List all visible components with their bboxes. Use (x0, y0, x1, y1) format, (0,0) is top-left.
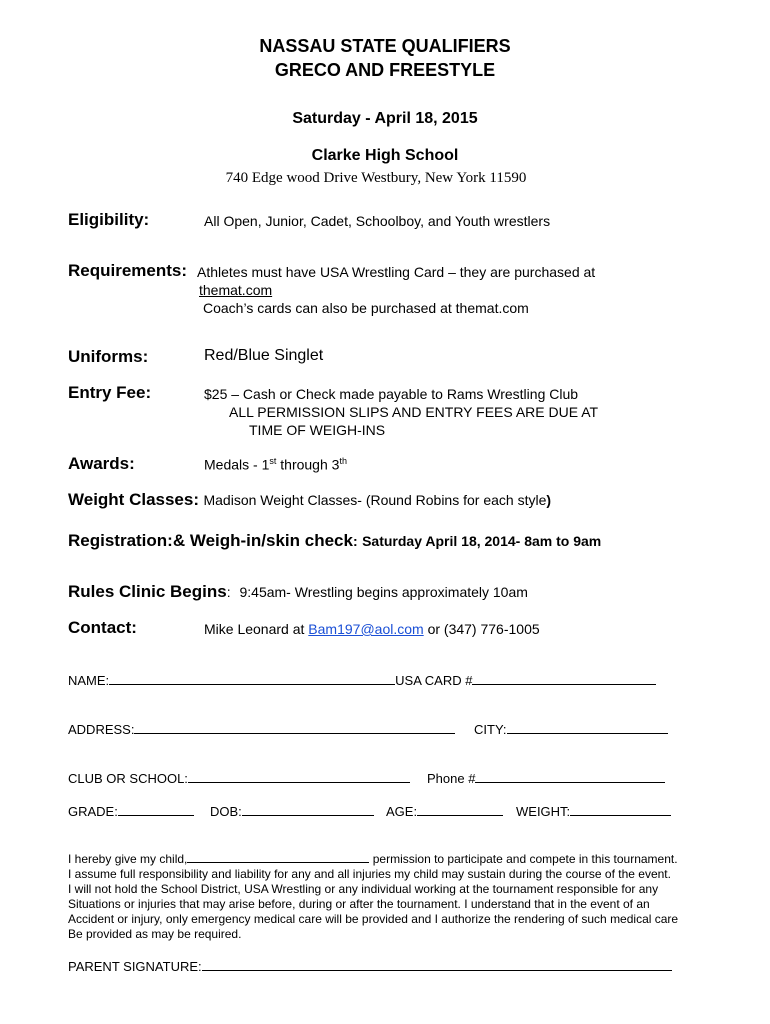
grade-label: GRADE: (68, 804, 118, 819)
registration-row (68, 531, 601, 551)
registration-colon: : (352, 533, 358, 549)
weight-row (516, 802, 671, 819)
registration-label: Registration:& Weigh-in/skin check (68, 531, 353, 550)
weight-classes-text: Madison Weight Classes- (Round Robins for each style (203, 492, 547, 508)
signature-field[interactable] (202, 957, 672, 971)
dob-label: DOB: (210, 804, 242, 819)
awards-label: Awards: (68, 454, 135, 473)
name-label: NAME: (68, 673, 110, 688)
requirements-line3: Coach’s cards can also be purchased at themat.com (203, 300, 529, 316)
phone-field[interactable] (475, 769, 665, 783)
club-label: CLUB OR SCHOOL: (68, 771, 188, 786)
name-field[interactable] (109, 671, 395, 685)
waiver-line6: Be provided as may be required. (68, 927, 242, 941)
dob-row (210, 802, 374, 819)
awards-pre: Medals - 1 (204, 456, 270, 473)
rules-clinic-row (68, 582, 528, 602)
usa-card-field[interactable] (472, 671, 656, 685)
weight-classes-label: Weight Classes: (68, 490, 200, 509)
dob-field[interactable] (242, 802, 374, 816)
waiver-line3: I will not hold the School District, USA Wrestling or any individual working at the tournament responsible for any (68, 882, 659, 896)
event-date: Saturday - April 18, 2015 (292, 110, 478, 127)
waiver-line5: Accident or injury, only emergency medical care will be provided and I authorize the rendering of such medical care (68, 912, 679, 926)
contact-post: or (347) 776-1005 (427, 621, 540, 637)
uniforms-text: Red/Blue Singlet (204, 347, 324, 364)
name-row (68, 671, 656, 688)
usa-card-label: USA CARD # (395, 673, 473, 688)
club-field[interactable] (188, 769, 410, 783)
age-field[interactable] (417, 802, 503, 816)
phone-label: Phone # (427, 771, 476, 786)
rules-clinic-colon: : (226, 584, 231, 600)
city-row (474, 720, 668, 737)
awards-text (204, 456, 347, 473)
rules-clinic-text: 9:45am- Wrestling begins approximately 10am (239, 584, 528, 600)
signature-label: PARENT SIGNATURE: (68, 959, 202, 974)
venue-address: 740 Edge wood Drive Westbury, New York 11590 (225, 170, 527, 186)
awards-sup1: st (269, 456, 277, 466)
weight-classes-row (68, 490, 551, 510)
contact-email-link[interactable]: Bam197@aol.com (308, 621, 424, 637)
address-row (68, 720, 455, 737)
address-field[interactable] (134, 720, 455, 734)
phone-row (427, 769, 665, 786)
waiver-l1b: permission to participate and compete in this tournament. (372, 852, 678, 866)
city-label: CITY: (474, 722, 507, 737)
age-row (386, 802, 503, 819)
weight-label: WEIGHT: (516, 804, 571, 819)
contact-pre: Mike Leonard at (204, 621, 305, 637)
weight-field[interactable] (570, 802, 671, 816)
awards-sup2: th (339, 456, 347, 466)
waiver-l1a: I hereby give my child, (68, 852, 188, 866)
contact-label: Contact: (68, 618, 137, 637)
page-title-line1: NASSAU STATE QUALIFIERS (259, 36, 511, 56)
waiver-line1 (68, 851, 678, 866)
grade-row (68, 802, 194, 819)
registration-text: Saturday April 18, 2014- 8am to 9am (362, 533, 602, 549)
child-name-field[interactable] (187, 851, 369, 863)
eligibility-text: All Open, Junior, Cadet, Schoolboy, and Youth wrestlers (204, 213, 551, 229)
awards-mid: through 3 (276, 456, 340, 473)
rules-clinic-label: Rules Clinic Begins (68, 582, 227, 601)
eligibility-label: Eligibility: (68, 210, 150, 229)
entry-fee-label: Entry Fee: (68, 383, 152, 402)
club-row (68, 769, 410, 786)
age-label: AGE: (386, 804, 418, 819)
requirements-link[interactable]: themat.com (199, 282, 273, 298)
city-field[interactable] (507, 720, 668, 734)
venue-name: Clarke High School (311, 147, 459, 164)
entry-fee-line1: $25 – Cash or Check made payable to Rams Wrestling Club (204, 386, 579, 402)
waiver-line4: Situations or injuries that may arise before, during or after the tournament. I understand that in the event of an (68, 897, 650, 911)
waiver-line2: I assume full responsibility and liability for any and all injuries my child may sustain during the course of the event. (68, 867, 671, 881)
entry-fee-line3: TIME OF WEIGH-INS (249, 422, 386, 438)
page-title-line2: GRECO AND FREESTYLE (274, 60, 496, 80)
requirements-line1: Athletes must have USA Wrestling Card – they are purchased at (197, 264, 596, 280)
grade-field[interactable] (118, 802, 194, 816)
weight-classes-close: ) (546, 492, 552, 508)
address-label: ADDRESS: (68, 722, 135, 737)
uniforms-label: Uniforms: (68, 347, 149, 366)
entry-fee-line2: ALL PERMISSION SLIPS AND ENTRY FEES ARE DUE AT (229, 404, 599, 420)
requirements-label: Requirements: (68, 261, 188, 280)
signature-row (68, 957, 672, 974)
contact-text (204, 621, 540, 637)
